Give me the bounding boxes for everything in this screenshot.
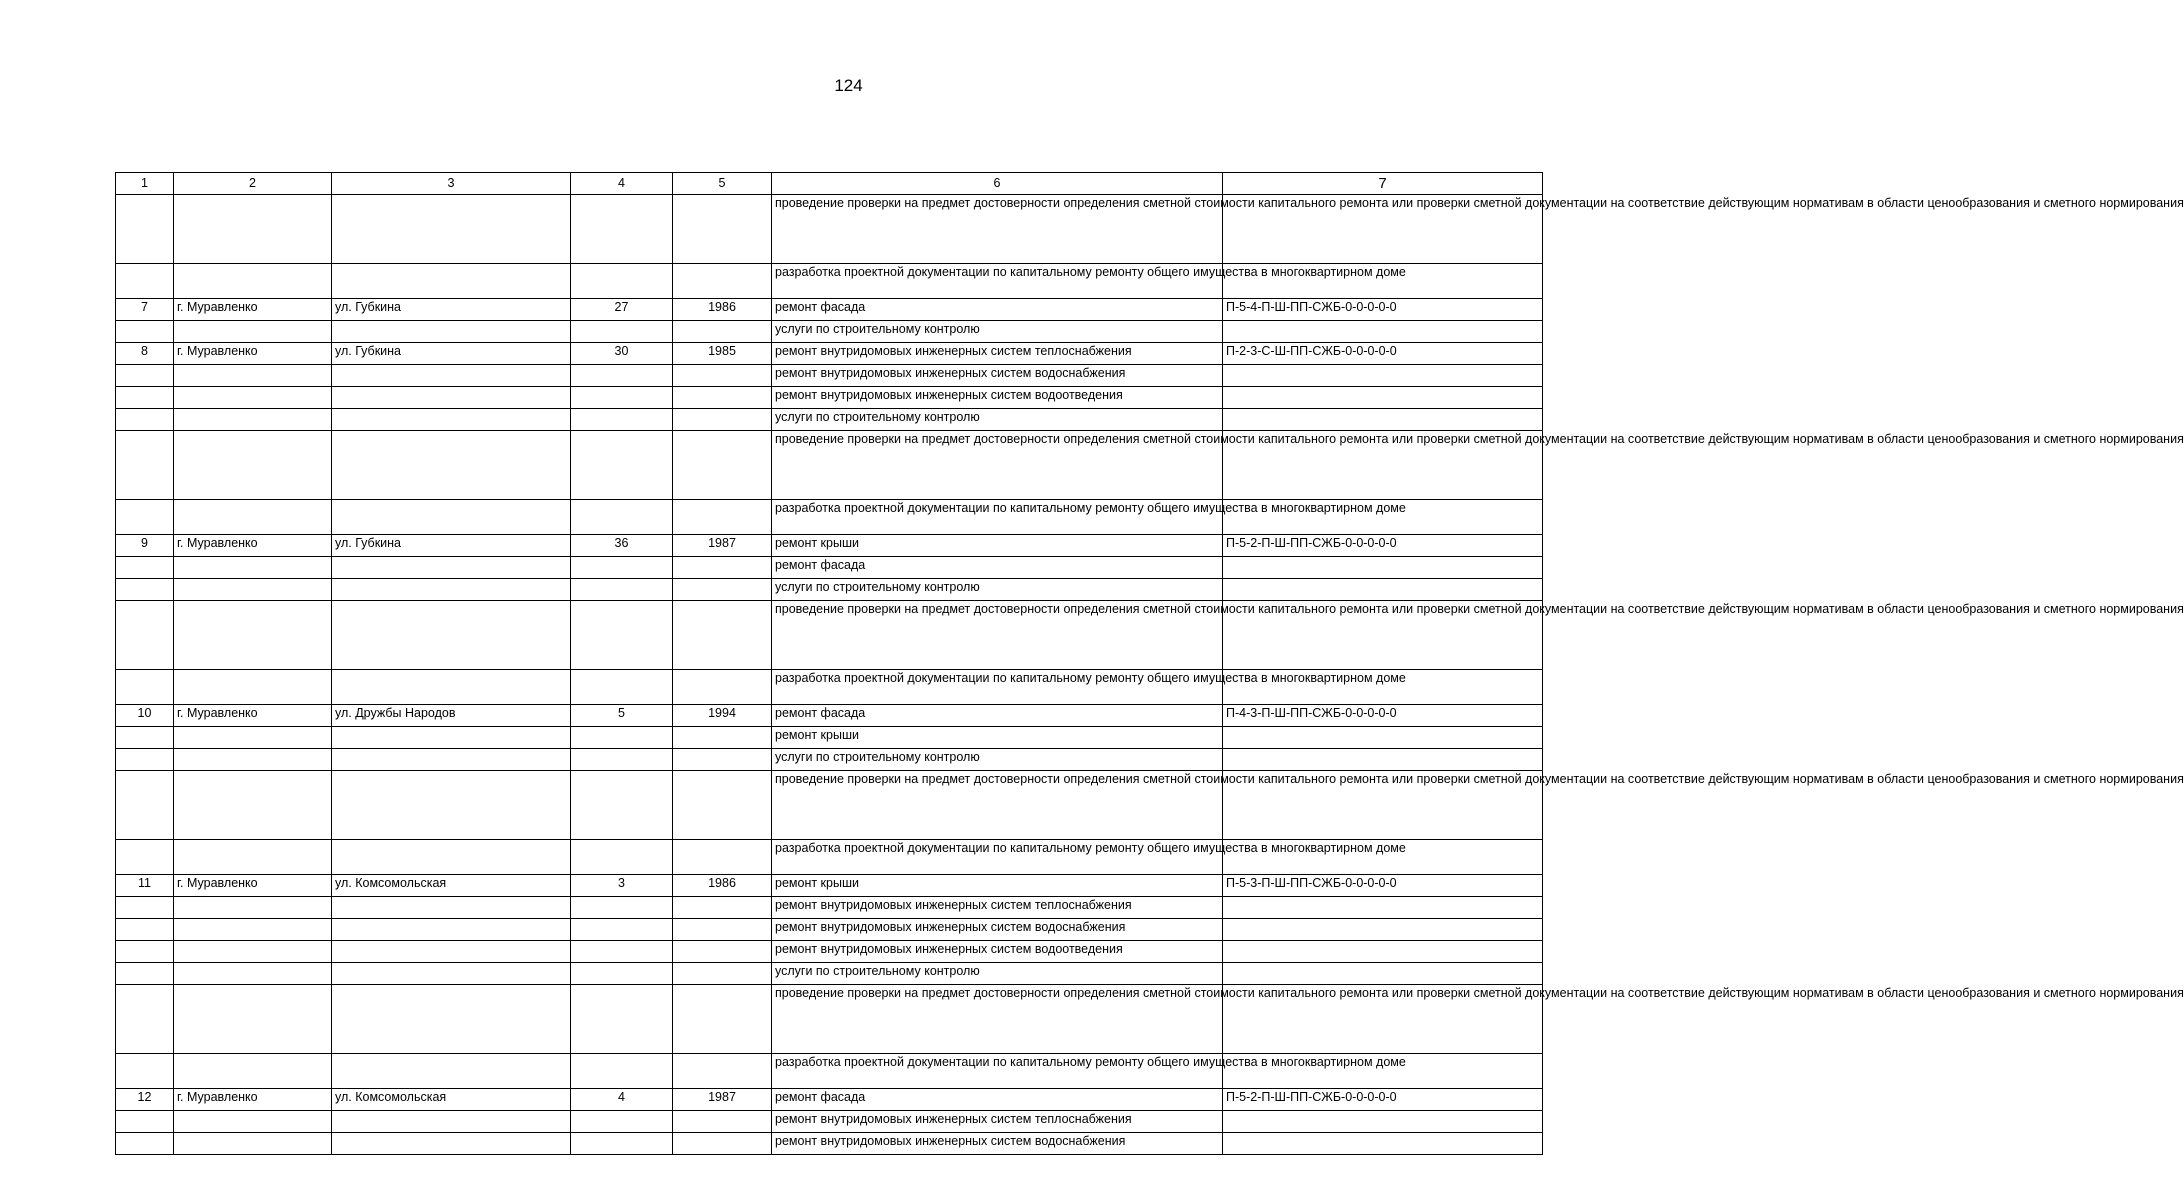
year-cell: 1987 [673,535,772,557]
table-row [116,840,1543,875]
city-cell [174,557,332,579]
code-cell [1223,321,1543,343]
street-cell: ул. Дружбы Народов [332,705,571,727]
street-cell [332,500,571,535]
year-cell [673,1133,772,1155]
house-number-cell [571,985,673,1054]
row-number-cell [116,321,174,343]
house-number-cell [571,195,673,264]
house-number-cell [571,941,673,963]
house-number-cell [571,601,673,670]
city-cell: г. Муравленко [174,299,332,321]
city-cell [174,1054,332,1089]
city-cell [174,985,332,1054]
row-number-cell [116,897,174,919]
street-cell [332,431,571,500]
street-cell [332,1133,571,1155]
column-header-1: 1 [116,173,174,195]
work-type-cell: ремонт фасада [772,1089,1223,1111]
house-number-cell: 30 [571,343,673,365]
work-type-cell: ремонт фасада [772,557,1223,579]
row-number-cell [116,670,174,705]
row-number-cell [116,1054,174,1089]
code-cell [1223,387,1543,409]
work-type-cell: ремонт фасада [772,705,1223,727]
table-row [116,727,1543,749]
house-number-cell [571,840,673,875]
code-cell [1223,1133,1543,1155]
table-row [116,579,1543,601]
street-cell [332,601,571,670]
row-number-cell: 7 [116,299,174,321]
street-cell [332,264,571,299]
table-row [116,557,1543,579]
table-row [116,771,1543,840]
row-number-cell [116,579,174,601]
street-cell [332,897,571,919]
row-number-cell [116,264,174,299]
work-type-cell: услуги по строительному контролю [772,579,1223,601]
work-type-cell: ремонт внутридомовых инженерных систем водоснабжения [772,919,1223,941]
house-number-cell [571,409,673,431]
table-row [116,500,1543,535]
row-number-cell: 11 [116,875,174,897]
year-cell [673,897,772,919]
column-header-2: 2 [174,173,332,195]
city-cell [174,431,332,500]
code-cell: П-2-3-С-Ш-ПП-СЖБ-0-0-0-0-0 [1223,343,1543,365]
street-cell [332,985,571,1054]
code-cell: П-5-3-П-Ш-ПП-СЖБ-0-0-0-0-0 [1223,875,1543,897]
street-cell [332,409,571,431]
row-number-cell [116,985,174,1054]
house-number-cell: 36 [571,535,673,557]
year-cell [673,365,772,387]
house-number-cell [571,579,673,601]
code-cell: П-5-4-П-Ш-ПП-СЖБ-0-0-0-0-0 [1223,299,1543,321]
work-type-cell: ремонт внутридомовых инженерных систем теплоснабжения [772,897,1223,919]
code-cell [1223,727,1543,749]
code-cell [1223,963,1543,985]
house-number-cell: 4 [571,1089,673,1111]
code-cell [1223,941,1543,963]
header-row [116,173,1543,195]
work-type-cell: разработка проектной документации по капитальному ремонту общего имущества в многоквартирном доме [772,840,1223,875]
work-type-cell: ремонт крыши [772,875,1223,897]
row-number-cell [116,387,174,409]
column-header-5: 5 [673,173,772,195]
row-number-cell [116,1111,174,1133]
city-cell [174,771,332,840]
house-number-cell [571,1054,673,1089]
column-header-7: 7 [1223,173,1543,195]
city-cell [174,727,332,749]
house-number-cell [571,365,673,387]
table-row [116,321,1543,343]
table-row [116,299,1543,321]
house-number-cell [571,749,673,771]
year-cell [673,941,772,963]
street-cell [332,670,571,705]
city-cell [174,840,332,875]
work-type-cell: проведение проверки на предмет достоверности определения сметной стоимости капитального ремонта или проверки сметной документации на соответствие действующим нормативам в области ценообразования и сметного нормирования [772,431,1223,500]
row-number-cell: 8 [116,343,174,365]
city-cell [174,670,332,705]
city-cell [174,264,332,299]
city-cell: г. Муравленко [174,705,332,727]
work-type-cell: ремонт внутридомовых инженерных систем водоотведения [772,387,1223,409]
year-cell [673,321,772,343]
year-cell [673,840,772,875]
column-header-4: 4 [571,173,673,195]
code-cell [1223,579,1543,601]
year-cell: 1987 [673,1089,772,1111]
code-cell: П-4-3-П-Ш-ПП-СЖБ-0-0-0-0-0 [1223,705,1543,727]
house-number-cell [571,1111,673,1133]
street-cell: ул. Комсомольская [332,1089,571,1111]
street-cell [332,1054,571,1089]
house-number-cell [571,1133,673,1155]
street-cell [332,963,571,985]
city-cell: г. Муравленко [174,535,332,557]
year-cell [673,264,772,299]
year-cell [673,919,772,941]
row-number-cell [116,749,174,771]
city-cell [174,195,332,264]
city-cell [174,409,332,431]
table-row [116,705,1543,727]
work-type-cell: услуги по строительному контролю [772,409,1223,431]
work-type-cell: услуги по строительному контролю [772,749,1223,771]
year-cell: 1985 [673,343,772,365]
year-cell [673,963,772,985]
row-number-cell: 12 [116,1089,174,1111]
street-cell [332,749,571,771]
year-cell [673,727,772,749]
year-cell: 1986 [673,875,772,897]
table-row [116,535,1543,557]
city-cell [174,963,332,985]
house-number-cell: 5 [571,705,673,727]
row-number-cell [116,601,174,670]
city-cell [174,500,332,535]
table-body [116,195,2184,1155]
table-row [116,941,1543,963]
table-row [116,365,1543,387]
row-number-cell: 9 [116,535,174,557]
table-row [116,264,1543,299]
row-number-cell [116,195,174,264]
street-cell [332,557,571,579]
year-cell: 1986 [673,299,772,321]
year-cell [673,601,772,670]
year-cell [673,431,772,500]
street-cell: ул. Губкина [332,299,571,321]
city-cell: г. Муравленко [174,343,332,365]
year-cell [673,1111,772,1133]
work-type-cell: ремонт крыши [772,727,1223,749]
street-cell: ул. Комсомольская [332,875,571,897]
work-type-cell: ремонт внутридомовых инженерных систем теплоснабжения [772,1111,1223,1133]
house-number-cell [571,557,673,579]
year-cell [673,771,772,840]
work-type-cell: ремонт внутридомовых инженерных систем водоснабжения [772,1133,1223,1155]
city-cell [174,321,332,343]
table-row [116,985,1543,1054]
street-cell [332,941,571,963]
code-cell [1223,919,1543,941]
row-number-cell [116,941,174,963]
row-number-cell [116,365,174,387]
row-number-cell [116,500,174,535]
work-type-cell: ремонт фасада [772,299,1223,321]
table-row [116,195,1543,264]
column-header-3: 3 [332,173,571,195]
city-cell [174,919,332,941]
street-cell: ул. Губкина [332,343,571,365]
row-number-cell [116,431,174,500]
street-cell [332,365,571,387]
house-number-cell [571,431,673,500]
table-row [116,897,1543,919]
city-cell [174,387,332,409]
work-type-cell: услуги по строительному контролю [772,963,1223,985]
work-type-cell: проведение проверки на предмет достоверности определения сметной стоимости капитального ремонта или проверки сметной документации на соответствие действующим нормативам в области ценообразования и сметного нормирования [772,601,1223,670]
code-cell [1223,557,1543,579]
street-cell [332,321,571,343]
year-cell [673,557,772,579]
city-cell [174,601,332,670]
work-type-cell: ремонт внутридомовых инженерных систем водоснабжения [772,365,1223,387]
work-type-cell: ремонт крыши [772,535,1223,557]
house-number-cell [571,727,673,749]
house-number-cell [571,771,673,840]
city-cell [174,897,332,919]
year-cell [673,409,772,431]
code-cell [1223,365,1543,387]
city-cell [174,749,332,771]
page-number: 124 [834,76,863,95]
table-row [116,387,1543,409]
row-number-cell [116,840,174,875]
row-number-cell [116,727,174,749]
row-number-cell [116,1133,174,1155]
year-cell [673,670,772,705]
city-cell [174,1111,332,1133]
code-cell [1223,1111,1543,1133]
street-cell [332,840,571,875]
column-header-6: 6 [772,173,1223,195]
table-row [116,919,1543,941]
table-row [116,409,1543,431]
work-type-cell: услуги по строительному контролю [772,321,1223,343]
street-cell [332,919,571,941]
row-number-cell: 10 [116,705,174,727]
city-cell: г. Муравленко [174,875,332,897]
year-cell [673,500,772,535]
work-type-cell: разработка проектной документации по капитальному ремонту общего имущества в многоквартирном доме [772,264,1223,299]
work-type-cell: проведение проверки на предмет достоверности определения сметной стоимости капитального ремонта или проверки сметной документации на соответствие действующим нормативам в области ценообразования и сметного нормирования [772,195,1223,264]
city-cell [174,365,332,387]
row-number-cell [116,409,174,431]
table-row [116,1089,1543,1111]
street-cell [332,579,571,601]
house-number-cell [571,897,673,919]
house-number-cell [571,500,673,535]
work-type-cell: ремонт внутридомовых инженерных систем водоотведения [772,941,1223,963]
house-number-cell: 3 [571,875,673,897]
year-cell [673,749,772,771]
work-type-cell: проведение проверки на предмет достоверности определения сметной стоимости капитального ремонта или проверки сметной документации на соответствие действующим нормативам в области ценообразования и сметного нормирования [772,771,1223,840]
city-cell [174,1133,332,1155]
table-row [116,1054,1543,1089]
house-number-cell [571,321,673,343]
table-row [116,749,1543,771]
work-type-cell: проведение проверки на предмет достоверности определения сметной стоимости капитального ремонта или проверки сметной документации на соответствие действующим нормативам в области ценообразования и сметного нормирования [772,985,1223,1054]
city-cell [174,579,332,601]
house-number-cell: 27 [571,299,673,321]
table-row [116,1133,1543,1155]
street-cell [332,771,571,840]
table-row [116,601,1543,670]
year-cell [673,579,772,601]
register-table [115,172,2184,1155]
city-cell: г. Муравленко [174,1089,332,1111]
work-type-cell: ремонт внутридомовых инженерных систем теплоснабжения [772,343,1223,365]
street-cell [332,195,571,264]
year-cell: 1994 [673,705,772,727]
table-row [116,1111,1543,1133]
table-row [116,343,1543,365]
code-cell [1223,749,1543,771]
table-row [116,963,1543,985]
table-row [116,431,1543,500]
code-cell: П-5-2-П-Ш-ПП-СЖБ-0-0-0-0-0 [1223,1089,1543,1111]
code-cell [1223,897,1543,919]
table-row [116,670,1543,705]
row-number-cell [116,771,174,840]
house-number-cell [571,919,673,941]
table-row [116,875,1543,897]
house-number-cell [571,264,673,299]
code-cell: П-5-2-П-Ш-ПП-СЖБ-0-0-0-0-0 [1223,535,1543,557]
work-type-cell: разработка проектной документации по капитальному ремонту общего имущества в многоквартирном доме [772,500,1223,535]
row-number-cell [116,919,174,941]
code-cell [1223,409,1543,431]
house-number-cell [571,963,673,985]
row-number-cell [116,963,174,985]
street-cell [332,727,571,749]
work-type-cell: разработка проектной документации по капитальному ремонту общего имущества в многоквартирном доме [772,670,1223,705]
work-type-cell: разработка проектной документации по капитальному ремонту общего имущества в многоквартирном доме [772,1054,1223,1089]
street-cell: ул. Губкина [332,535,571,557]
year-cell [673,195,772,264]
year-cell [673,1054,772,1089]
house-number-cell [571,670,673,705]
year-cell [673,985,772,1054]
year-cell [673,387,772,409]
house-number-cell [571,387,673,409]
city-cell [174,941,332,963]
row-number-cell [116,557,174,579]
street-cell [332,387,571,409]
street-cell [332,1111,571,1133]
